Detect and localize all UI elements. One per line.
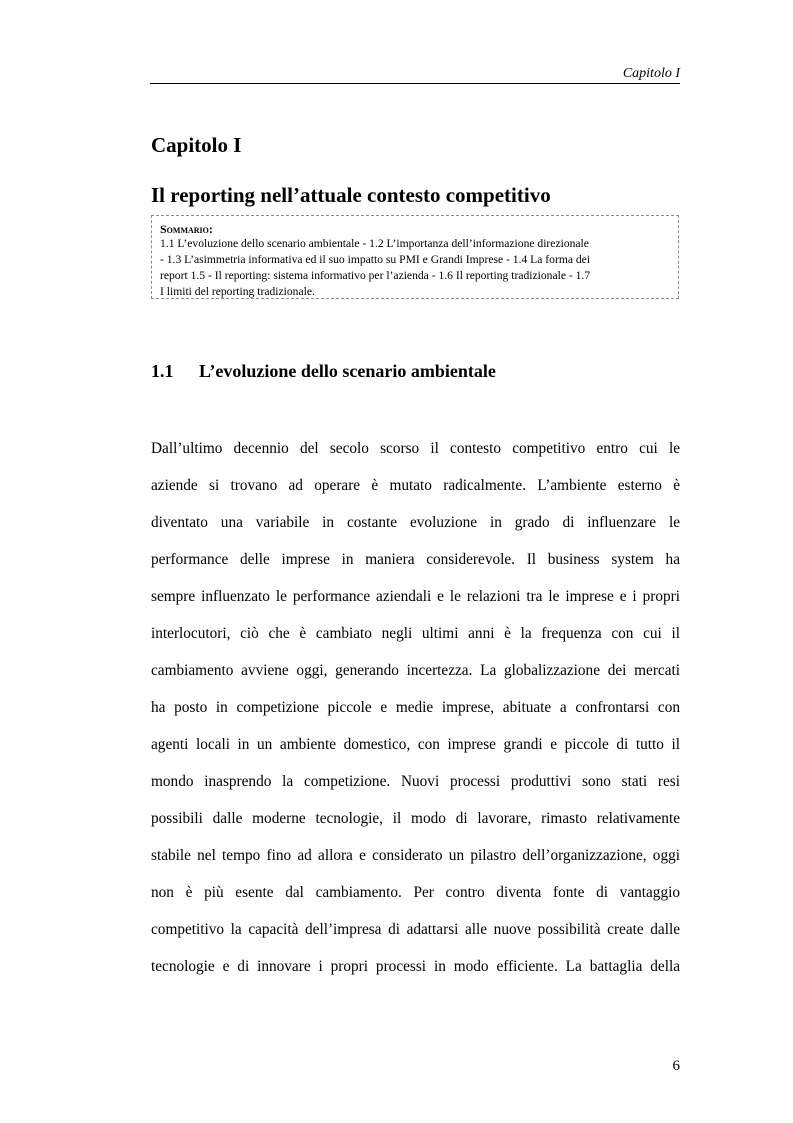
summary-line: 1.1 L’evoluzione dello scenario ambientale - 1.2 L’importanza dell’informazione direzionale xyxy=(160,237,589,250)
body-line: interlocutori, ciò che è cambiato negli ultimi anni è la frequenza con cui il xyxy=(151,625,680,642)
chapter-title: Il reporting nell’attuale contesto competitivo xyxy=(151,183,551,207)
summary-text xyxy=(160,236,670,299)
summary-box xyxy=(151,215,679,299)
page-number: 6 xyxy=(672,1058,680,1074)
header-rule xyxy=(150,83,680,84)
body-line: sempre influenzato le performance aziendali e le relazioni tra le imprese e i propri xyxy=(151,588,680,605)
body-line: cambiamento avviene oggi, generando incertezza. La globalizzazione dei mercati xyxy=(151,662,680,679)
body-line: ha posto in competizione piccole e medie imprese, abituate a confrontarsi con xyxy=(151,699,680,716)
body-line: stabile nel tempo fino ad allora e considerato un pilastro dell’organizzazione, oggi xyxy=(151,847,680,864)
summary-line: - 1.3 L’asimmetria informativa ed il suo impatto su PMI e Grandi Imprese - 1.4 La forma dei xyxy=(160,253,591,266)
body-line: diventato una variabile in costante evoluzione in grado di influenzare le xyxy=(151,514,680,531)
summary-line: report 1.5 - Il reporting: sistema informativo per l’azienda - 1.6 Il reporting tradizionale - 1.7 xyxy=(160,269,591,282)
body-line: Dall’ultimo decennio del secolo scorso il contesto competitivo entro cui le xyxy=(151,440,680,457)
body-line: performance delle imprese in maniera considerevole. Il business system ha xyxy=(151,551,680,568)
section-heading xyxy=(151,360,496,382)
summary-heading: Sommario: xyxy=(160,222,213,236)
body-line: aziende si trovano ad operare è mutato radicalmente. L’ambiente esterno è xyxy=(151,477,680,494)
body-line: non è più esente dal cambiamento. Per contro diventa fonte di vantaggio xyxy=(151,884,680,901)
running-header: Capitolo I xyxy=(622,66,680,81)
body-line: mondo inasprendo la competizione. Nuovi processi produttivi sono stati resi xyxy=(151,773,680,790)
body-line: tecnologie e di innovare i propri processi in modo efficiente. La battaglia della xyxy=(151,958,680,975)
section-title: L’evoluzione dello scenario ambientale xyxy=(199,361,496,381)
summary-line: I limiti del reporting tradizionale. xyxy=(160,285,315,298)
body-line: competitivo la capacità dell’impresa di adattarsi alle nuove possibilità create dalle xyxy=(151,921,680,938)
chapter-label: Capitolo I xyxy=(151,133,242,157)
body-line: possibili dalle moderne tecnologie, il modo di lavorare, rimasto relativamente xyxy=(151,810,680,827)
section-number: 1.1 xyxy=(151,361,174,381)
body-paragraph xyxy=(151,438,680,993)
body-line: agenti locali in un ambiente domestico, con imprese grandi e piccole di tutto il xyxy=(151,736,680,753)
